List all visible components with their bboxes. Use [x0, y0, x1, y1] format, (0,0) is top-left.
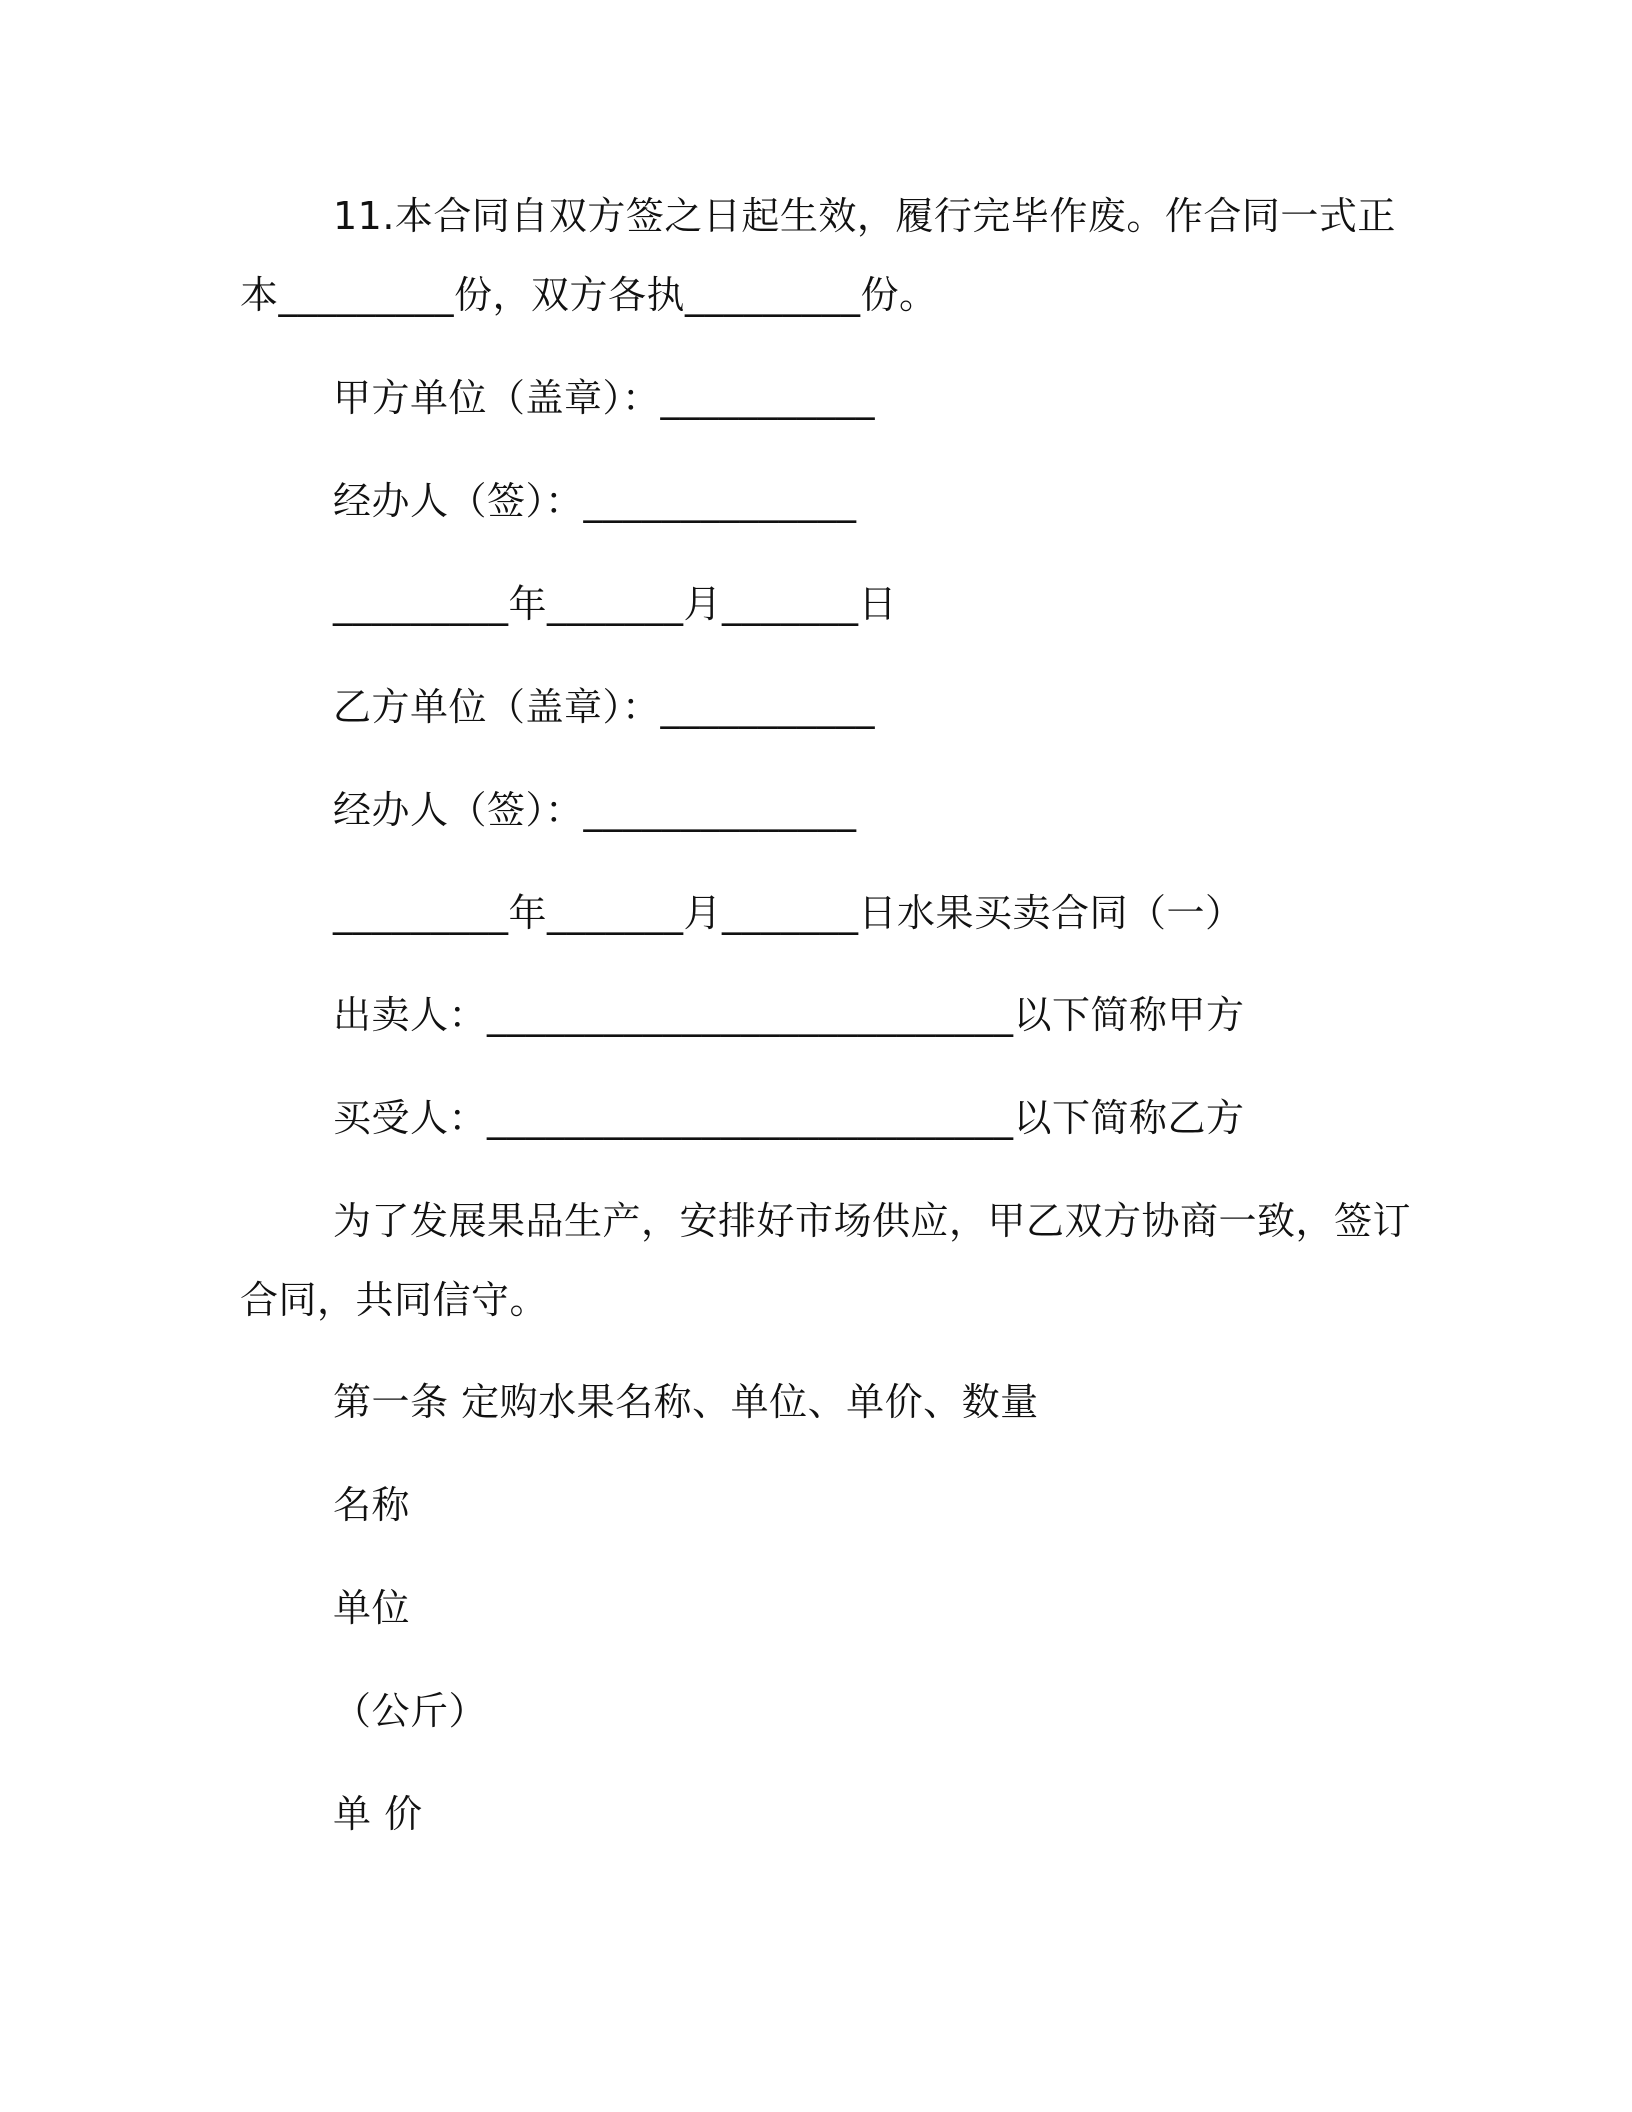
party-b-date-and-title-line: _________年_______月_______日水果买卖合同（一） [333, 891, 1244, 935]
party-a-unit-line: 甲方单位（盖章）：___________ [333, 376, 876, 420]
preamble-text: 为了发展果品生产，安排好市场供应，甲乙双方协商一致，签订 [333, 1199, 1412, 1243]
party-b-unit-line: 乙方单位（盖章）：___________ [333, 685, 876, 729]
article-1-heading: 第一条 定购水果名称、单位、单价、数量 [333, 1380, 1039, 1424]
preamble-continuation: 合同，共同信守。 [240, 1278, 549, 1322]
buyer-line: 买受人：___________________________以下简称乙方 [333, 1096, 1245, 1140]
party-a-agent-line: 经办人（签）：______________ [333, 479, 857, 523]
clause-11-text: 11.本合同自双方签之日起生效，履行完毕作废。作合同一式正 [333, 194, 1396, 238]
clause-11-continuation: 本_________份，双方各执_________份。 [240, 273, 938, 317]
field-unit-label: 单位 [333, 1586, 411, 1630]
field-unit-price-label: 单 价 [333, 1792, 423, 1836]
party-a-date-line: _________年_______月_______日 [333, 582, 898, 626]
field-name-label: 名称 [333, 1483, 411, 1527]
party-b-agent-line: 经办人（签）：______________ [333, 788, 857, 832]
seller-line: 出卖人：___________________________以下简称甲方 [333, 993, 1245, 1037]
field-unit-kg-label: （公斤） [333, 1689, 488, 1733]
